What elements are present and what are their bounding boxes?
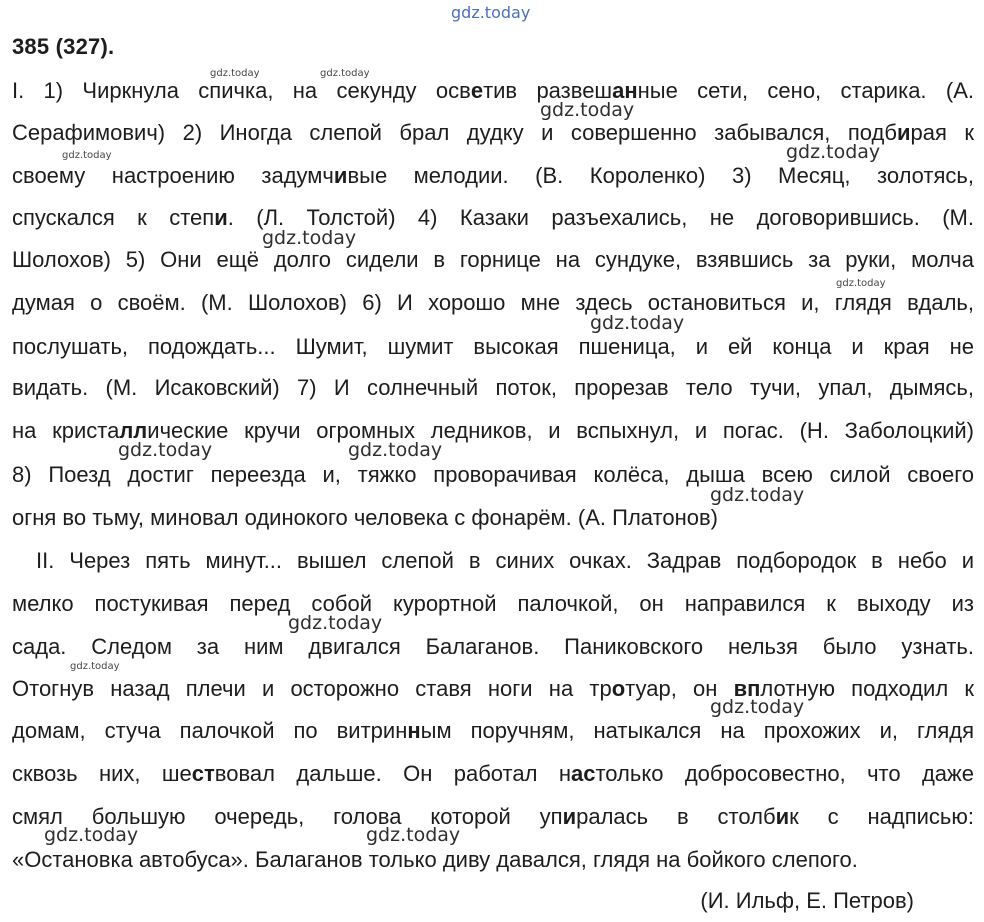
watermark-top: gdz.today — [451, 3, 531, 22]
watermark: gdz.today — [590, 312, 685, 334]
author-citation: (И. Ильф, Е. Петров) — [700, 888, 914, 913]
part2-line-3: сада. Следом за ним двигался Балаганов. Паниковского нельзя было узнать. — [12, 634, 974, 659]
part2-line-6: сквозь них, шествовал дальше. Он работал настолько добросовестно, что даже — [12, 761, 974, 786]
part1-line-5: Шолохов) 5) Они ещё долго сидели в горнице на сундуке, взявшись за руки, молча — [12, 247, 974, 272]
part1-line-2: Серафимович) 2) Иногда слепой брал дудку и совершенно забывался, подбирая к — [12, 120, 974, 145]
watermark: gdz.today — [62, 150, 112, 161]
part1-line-4: спускался к степи. (Л. Толстой) 4) Казаки разъехались, не договорившись. (М. — [12, 205, 974, 230]
part1-line-6: думая о своём. (М. Шолохов) 6) И хорошо мне здесь остановиться и, глядя вдаль, — [12, 290, 974, 315]
watermark: gdz.today — [118, 439, 213, 461]
part2-line-2: мелко постукивая перед собой курортной палочкой, он направился к выходу из — [12, 591, 974, 616]
watermark: gdz.today — [540, 99, 635, 121]
part1-line-8: видать. (М. Исаковский) 7) И солнечный поток, прорезав тело тучи, упал, дымясь, — [12, 375, 974, 400]
watermark: gdz.today — [348, 439, 443, 461]
exercise-number: 385 (327). — [12, 34, 115, 59]
part2-line-7: смял большую очередь, голова которой упиралась в столбик с надписью: — [12, 804, 974, 829]
watermark: gdz.today — [262, 227, 357, 249]
watermark: gdz.today — [786, 141, 881, 163]
watermark: gdz.today — [288, 612, 383, 634]
part2-line-4: Отогнув назад плечи и осторожно ставя ноги на тротуар, он вплотную подходил к — [12, 676, 974, 701]
part2-line-1: II. Через пять минут... вышел слепой в синих очках. Задрав подбородок в небо и — [36, 548, 974, 573]
watermark: gdz.today — [710, 696, 805, 718]
part1-line-7: послушать, подождать... Шумит, шумит высокая пшеница, и ей конца и края не — [12, 334, 974, 359]
part2-line-5: домам, стуча палочкой по витринным поручням, натыкался на прохожих и, глядя — [12, 718, 974, 743]
watermark: gdz.today — [70, 661, 120, 672]
part1-line-9: на кристаллические кручи огромных ледников, и вспыхнул, и погас. (Н. Заболоцкий) — [12, 418, 974, 443]
part1-line-3: своему настроению задумчивые мелодии. (В. Короленко) 3) Месяц, золотясь, — [12, 163, 974, 188]
part1-line-10: 8) Поезд достиг переезда и, тяжко проворачивая колёса, дыша всею силой своего — [12, 462, 974, 487]
watermark: gdz.today — [366, 824, 461, 846]
watermark: gdz.today — [320, 68, 370, 79]
part2-line-8: «Остановка автобуса». Балаганов только диву давался, глядя на бойкого слепого. — [12, 847, 858, 872]
part1-line-1: I. 1) Чиркнула спичка, на секунду осветив развешанные сети, сено, старика. (А. — [12, 78, 974, 103]
watermark: gdz.today — [710, 484, 805, 506]
part1-line-11: огня во тьму, миновал одинокого человека с фонарём. (А. Платонов) — [12, 505, 718, 530]
watermark: gdz.today — [836, 278, 886, 289]
watermark: gdz.today — [210, 68, 260, 79]
watermark: gdz.today — [44, 824, 139, 846]
